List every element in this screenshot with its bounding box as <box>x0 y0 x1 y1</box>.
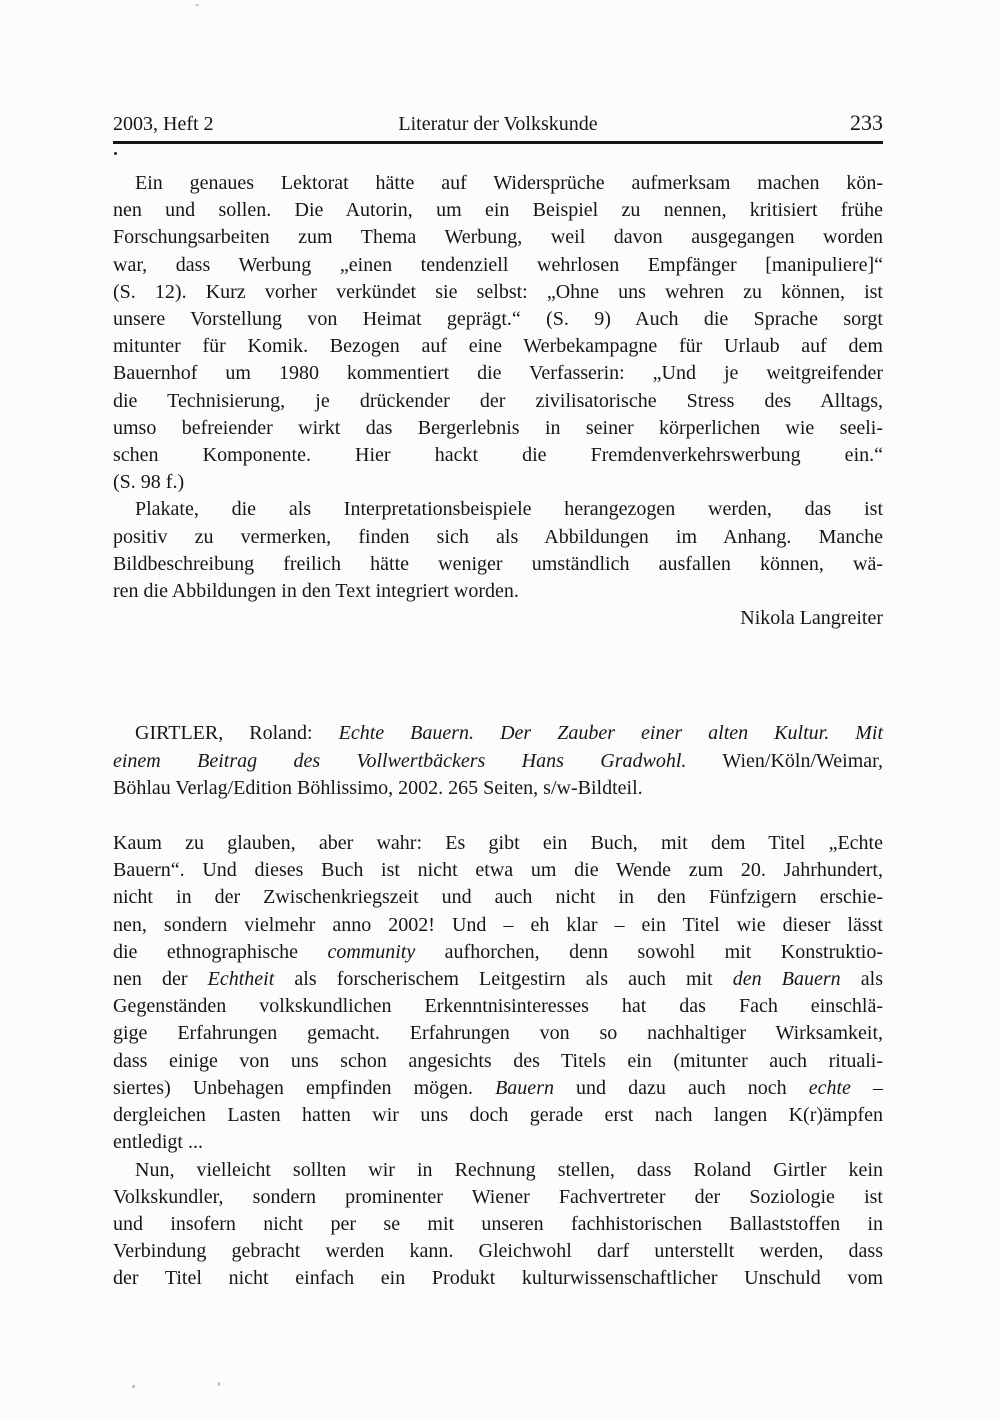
text-line <box>113 1157 883 1184</box>
text-segment: Bauern“. Und dieses Buch ist nicht etwa um die Wende zum 20. Jahrhundert, <box>113 859 883 882</box>
reviewer-signature: Nikola Langreiter <box>740 607 883 630</box>
text-segment: unsere Vorstellung von Heimat geprägt.“ (S. 9) Auch die Sprache sorgt <box>113 308 883 331</box>
text-line <box>113 884 883 911</box>
text-segment: Ein genaues Lektorat hätte auf Widersprüche aufmerksam machen kön- <box>135 172 883 194</box>
text-segment: schen Komponente. Hier hackt die Fremdenverkehrswerbung ein.“ <box>113 444 883 467</box>
text-line <box>113 469 883 496</box>
text-segment: nen und sollen. Die Autorin, um ein Beispiel zu nennen, kritisiert frühe <box>113 199 883 222</box>
header-rule <box>113 141 883 144</box>
text-line <box>113 578 883 605</box>
scan-artifact <box>218 1382 220 1386</box>
text-line <box>113 1020 883 1047</box>
text-line <box>113 252 883 279</box>
text-segment: umso befreiender wirkt das Bergerlebnis in seiner körperlichen wie seeli- <box>113 416 883 439</box>
text-segment: – <box>850 1076 884 1099</box>
text-segment: dergleichen Lasten hatten wir uns doch gerade erst nach langen K(r)ämpfen <box>113 1104 883 1127</box>
text-line <box>113 939 883 966</box>
page-header <box>113 0 883 136</box>
paragraph-lektorat <box>113 170 883 496</box>
text-segment: nicht in der Zwischenkriegszeit und auch nicht in den Fünfzigern erschie- <box>113 886 883 909</box>
italic-text: Echtheit <box>207 968 275 991</box>
text-line <box>113 224 883 251</box>
text-segment: Plakate, die als Interpretationsbeispiele herangezogen werden, das ist <box>135 498 883 521</box>
text-segment: nen der <box>113 968 208 991</box>
paragraph-plakate <box>113 496 883 605</box>
header-issue: 2003, Heft 2 <box>113 113 214 135</box>
text-line <box>113 1129 883 1156</box>
text-line <box>113 912 883 939</box>
text-line <box>113 360 883 387</box>
text-segment: war, dass Werbung „einen tendenziell wehrlosen Empfänger [manipuliere]“ <box>113 253 883 276</box>
text-line <box>113 830 883 857</box>
text-segment: entledigt ... <box>113 1131 203 1154</box>
italic-text: den Bauern <box>732 968 841 991</box>
text-segment: als <box>840 968 883 991</box>
text-segment: ren die Abbildungen in den Text integriert worden. <box>113 580 519 603</box>
text-segment: und dazu auch noch <box>553 1076 809 1099</box>
text-line <box>113 197 883 224</box>
text-segment: Gegenständen volkskundlichen Erkenntnisinteresses hat das Fach einschlä- <box>113 995 883 1018</box>
page-content <box>113 0 883 1293</box>
text-segment: Forschungsarbeiten zum Thema Werbung, weil davon ausgegangen worden <box>113 226 883 249</box>
header-journal-title: Literatur der Volkskunde <box>398 113 598 135</box>
text-line <box>113 748 883 775</box>
text-segment: dass einige von uns schon angesichts des Titels ein (mitunter auch rituali- <box>113 1049 883 1072</box>
text-segment: die Technisierung, je drückender der zivilisatorische Stress des Alltags, <box>113 389 883 412</box>
text-line <box>113 966 883 993</box>
italic-text: Bauern <box>495 1076 554 1099</box>
text-line <box>113 1211 883 1238</box>
text-segment: Bauernhof um 1980 kommentiert die Verfasserin: „Und je weitgreifender <box>113 362 883 385</box>
text-line <box>113 1075 883 1102</box>
text-segment: nen, sondern vielmehr anno 2002! Und – eh klar – ein Titel wie dieser lässt <box>113 913 883 936</box>
italic-text: Echte Bauern. Der Zauber einer alten Kultur. Mit <box>338 722 883 745</box>
text-segment: Verbindung gebracht werden kann. Gleichwohl darf unterstellt werden, dass <box>113 1240 883 1263</box>
text-line <box>113 993 883 1020</box>
italic-text: einem Beitrag des Vollwertbäckers Hans Gradwohl. <box>113 749 687 772</box>
scan-artifact <box>132 1385 135 1388</box>
text-line <box>113 775 883 802</box>
text-segment: mitunter für Komik. Bezogen auf eine Werbekampagne für Urlaub auf dem <box>113 335 883 358</box>
text-line <box>113 306 883 333</box>
page-body <box>113 170 883 1293</box>
text-segment: als forscherischem Leitgestirn als auch mit <box>274 968 733 991</box>
italic-text: echte <box>808 1076 851 1099</box>
text-line <box>113 1265 883 1292</box>
text-line <box>113 720 883 747</box>
text-line <box>113 524 883 551</box>
text-segment: der Titel nicht einfach ein Produkt kulturwissenschaftlicher Unschuld vom <box>113 1267 883 1290</box>
text-segment: Bildbeschreibung freilich hätte weniger umständlich ausfallen können, wä- <box>113 552 883 575</box>
text-line <box>113 1048 883 1075</box>
header-page-number: 233 <box>850 110 883 135</box>
text-segment: positiv zu vermerken, finden sich als Abbildungen im Anhang. Manche <box>113 525 883 548</box>
text-segment: siertes) Unbehagen empfinden mögen. <box>113 1076 496 1099</box>
text-line <box>113 551 883 578</box>
text-segment: und insofern nicht per se mit unseren fachhistorischen Ballaststoffen in <box>113 1212 883 1235</box>
text-segment: Wien/Köln/Weimar, <box>686 749 884 772</box>
text-line <box>113 1102 883 1129</box>
text-segment: Böhlau Verlag/Edition Böhlissimo, 2002. 265 Seiten, s/w-Bildteil. <box>113 776 643 799</box>
italic-text: community <box>327 940 416 963</box>
text-segment: aufhorchen, denn sowohl mit Konstruktio- <box>415 940 884 963</box>
text-segment: GIRTLER, Roland: <box>135 722 339 745</box>
text-segment: (S. 98 f.) <box>113 471 185 494</box>
text-line <box>113 442 883 469</box>
paragraph-nun-vielleicht <box>113 1157 883 1293</box>
text-line <box>113 857 883 884</box>
text-line <box>113 415 883 442</box>
text-segment: die ethnographische <box>113 940 328 963</box>
text-segment: gige Erfahrungen gemacht. Erfahrungen von so nachhaltiger Wirksamkeit, <box>113 1022 883 1045</box>
text-line <box>113 496 883 523</box>
text-segment: Kaum zu glauben, aber wahr: Es gibt ein Buch, mit dem Titel „Echte <box>113 832 883 855</box>
text-line <box>113 333 883 360</box>
text-line <box>113 1238 883 1265</box>
text-segment: Volkskundler, sondern prominenter Wiener Fachvertreter der Soziologie ist <box>113 1185 883 1208</box>
text-segment: Nun, vielleicht sollten wir in Rechnung stellen, dass Roland Girtler kein <box>135 1158 883 1181</box>
paragraph-kaum-zu-glauben <box>113 830 883 1156</box>
text-line <box>113 1184 883 1211</box>
text-segment: (S. 12). Kurz vorher verkündet sie selbst: „Ohne uns wehren zu können, ist <box>113 280 883 303</box>
text-line <box>113 388 883 415</box>
book-citation <box>113 720 883 802</box>
text-line <box>113 279 883 306</box>
text-line <box>113 170 883 197</box>
